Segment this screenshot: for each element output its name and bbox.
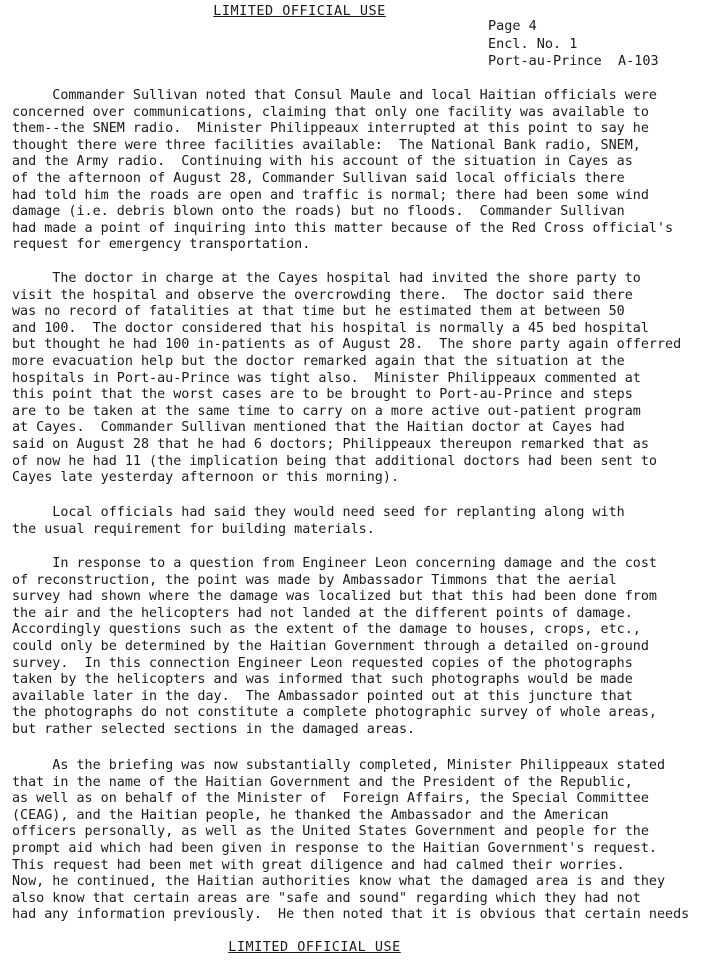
text-line: as well as on behalf of the Minister of Foreign Affairs, the Special Committee xyxy=(12,791,649,807)
text-line: the air and the helicopters had not landed at the different points of damage. xyxy=(12,605,633,621)
text-line: had any information previously. He then noted that it is obvious that certain needs xyxy=(12,907,690,923)
text-line: This request had been met with great diligence and had calmed their worries. xyxy=(12,857,625,873)
text-line: survey. In this connection Engineer Leon requested copies of the photographs xyxy=(12,655,633,671)
airgram-reference: Port-au-Prince A-103 xyxy=(488,53,659,69)
text-line: of the afternoon of August 28, Commander Sullivan said local officials there xyxy=(12,170,625,186)
page-header-block xyxy=(488,18,659,71)
text-line: Cayes late yesterday afternoon or this morning). xyxy=(12,470,399,486)
text-line: Local officials had said they would need seed for replanting along with xyxy=(12,505,625,520)
text-line: this point that the worst cases are to be brought to Port-au-Prince and steps xyxy=(12,387,633,403)
text-line: said on August 28 that he had 6 doctors; Philippeaux thereupon remarked that as xyxy=(12,436,649,452)
text-line: and 100. The doctor considered that his hospital is normally a 45 bed hospital xyxy=(12,320,649,336)
text-line: Accordingly questions such as the extent of the damage to houses, crops, etc., xyxy=(12,622,641,638)
paragraph-briefing-conclusion xyxy=(12,758,702,924)
text-line: (CEAG), and the Haitian people, he thanked the Ambassador and the American xyxy=(12,807,609,823)
text-line: are to be taken at the same time to carry on a more active out-patient program xyxy=(12,403,641,419)
paragraph-seed xyxy=(12,505,702,538)
classification-header: LIMITED OFFICIAL USE xyxy=(213,3,386,19)
text-line: had told him the roads are open and traffic is normal; there had been some wind xyxy=(12,187,649,203)
text-line: but thought he had 100 in-patients as of August 28. The shore party again offerred xyxy=(12,337,682,353)
text-line: more evacuation help but the doctor remarked again that the situation at the xyxy=(12,353,625,369)
text-line: of reconstruction, the point was made by Ambassador Timmons that the aerial xyxy=(12,572,617,588)
text-line: hospitals in Port-au-Prince was tight also. Minister Philippeaux commented at xyxy=(12,370,641,386)
text-line: that in the name of the Haitian Government and the President of the Republic, xyxy=(12,774,633,790)
text-line: could only be determined by the Haitian Government through a detailed on-ground xyxy=(12,638,649,654)
text-line: was no record of fatalities at that time but he estimated them at between 50 xyxy=(12,304,625,320)
text-line: concerned over communications, claiming that only one facility was available to xyxy=(12,104,649,120)
text-line: In response to a question from Engineer Leon concerning damage and the cost xyxy=(12,556,657,571)
text-line: taken by the helicopters and was informed that such photographs would be made xyxy=(12,672,633,688)
text-line: at Cayes. Commander Sullivan mentioned that the Haitian doctor at Cayes had xyxy=(12,420,625,436)
text-line: also know that certain areas are "safe and sound" regarding which they had not xyxy=(12,890,641,906)
text-line: and the Army radio. Continuing with his account of the situation in Cayes as xyxy=(12,154,633,170)
text-line: the photographs do not constitute a complete photographic survey of whole areas, xyxy=(12,705,657,721)
text-line: The doctor in charge at the Cayes hospital had invited the shore party to xyxy=(12,271,641,286)
text-line: of now he had 11 (the implication being that additional doctors had been sent to xyxy=(12,453,657,469)
text-line: had made a point of inquiring into this matter because of the Red Cross official's xyxy=(12,220,674,236)
text-line: but rather selected sections in the damaged areas. xyxy=(12,721,416,737)
page-number: Page 4 xyxy=(488,18,537,34)
text-line: Now, he continued, the Haitian authorities know what the damaged area is and they xyxy=(12,874,666,890)
paragraph-reconstruction xyxy=(12,556,702,739)
text-line: prompt aid which had been given in response to the Haitian Government's request. xyxy=(12,840,657,856)
classification-footer: LIMITED OFFICIAL USE xyxy=(228,939,401,955)
text-line: available later in the day. The Ambassador pointed out at this juncture that xyxy=(12,688,633,704)
text-line: As the briefing was now substantially completed, Minister Philippeaux stated xyxy=(12,758,666,773)
text-line: survey had shown where the damage was localized but that this had been done from xyxy=(12,589,657,605)
text-line: them--the SNEM radio. Minister Philippeaux interrupted at this point to say he xyxy=(12,121,649,137)
text-line: Commander Sullivan noted that Consul Maule and local Haitian officials were xyxy=(12,88,657,103)
enclosure-number: Encl. No. 1 xyxy=(488,35,578,52)
text-line: damage (i.e. debris blown onto the roads) but no floods. Commander Sullivan xyxy=(12,204,625,220)
text-line: visit the hospital and observe the overcrowding there. The doctor said there xyxy=(12,287,633,303)
text-line: thought there were three facilities available: The National Bank radio, SNEM, xyxy=(12,137,641,153)
text-line: request for emergency transportation. xyxy=(12,237,311,253)
paragraph-communications xyxy=(12,88,702,254)
text-line: the usual requirement for building materials. xyxy=(12,521,375,537)
text-line: officers personally, as well as the United States Government and people for the xyxy=(12,824,649,840)
paragraph-hospital xyxy=(12,271,702,487)
